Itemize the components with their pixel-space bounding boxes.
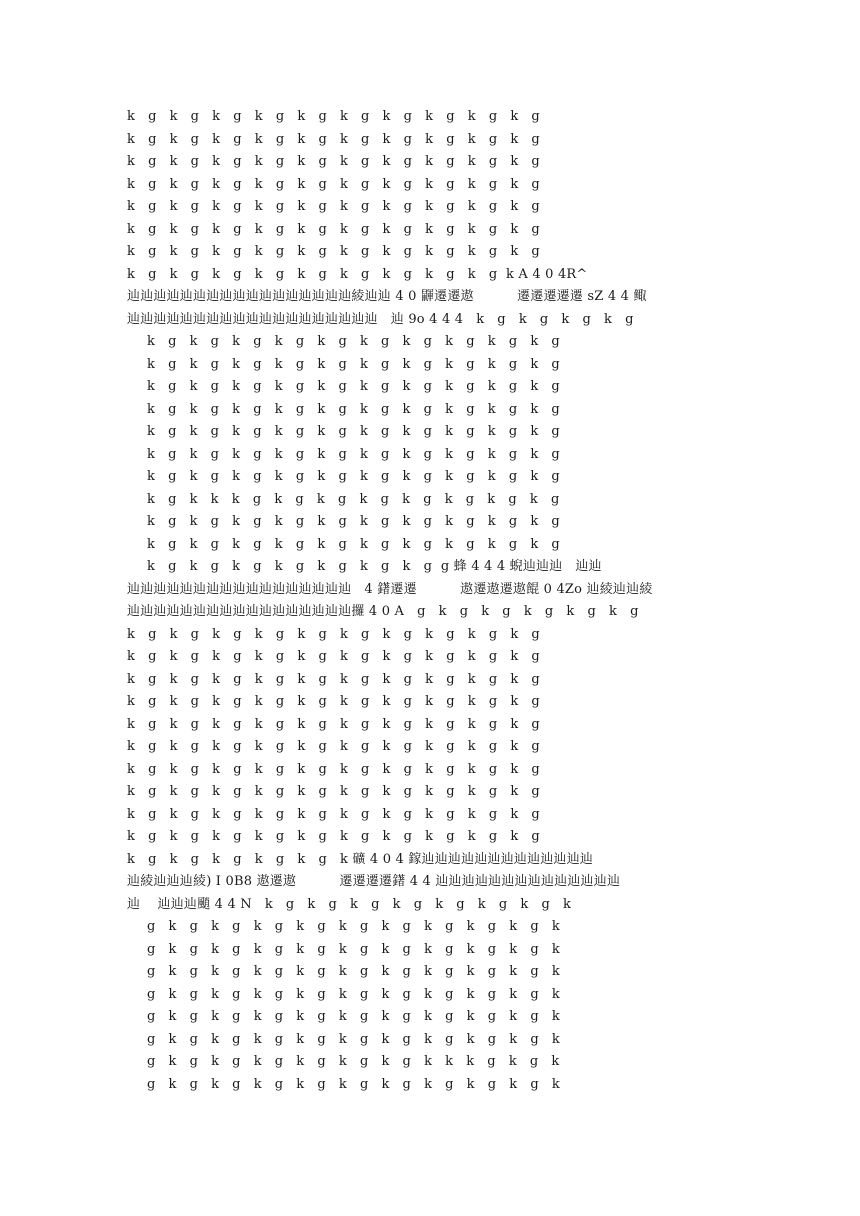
text-line: k g k g k g k g k g k g k g k g k g k g [127, 221, 540, 237]
text-line: g k g k g k g k g k g k g k g k g k g k [147, 919, 560, 934]
text-line: k g k g k g k g k g k g k g k g k g k g [127, 829, 540, 844]
text-line: k g k g k g k g k g k g k g k g k g k g [147, 401, 560, 417]
text-line: g k g k g k g k g k g k g k g k g k g k [147, 1076, 560, 1092]
text-line: k g k g k g k g k g k g k g k g k g k g [127, 739, 540, 754]
text-line: k g k g k g k g k g k g k g k g k g k g [127, 109, 540, 124]
text-line: g k g k g k g k g k g k g k g k g k g k [147, 1009, 560, 1024]
text-line: k g k g k g k g k g k g k g k g k g k g [147, 514, 560, 529]
text-line: k g k g k g k g k g k g k g k g k g k g [127, 176, 540, 192]
text-line: g k g k g k g k g k g k g k g k g k g k [147, 986, 560, 1002]
text-line: k g k g k g k g k g k g k g k g k g k g [127, 626, 540, 642]
text-line: 辿辿辿辿辿辿辿辿辿辿辿辿辿辿辿辿辿綾辿辿 4 0 鼲遷遷遨 遷遷遷遷遷 sZ 4 4 鲰 [127, 289, 647, 304]
text-line: 辿辿辿辿辿辿辿辿辿辿辿辿辿辿辿辿辿辿辿 辿 9o 4 4 4 k g k g k g k g [127, 311, 634, 327]
text-line: k g k g k g k g k g k g k g k g k g k g [127, 131, 540, 147]
text-line: k g k g k g k g k g k g k g k g k g k g [127, 154, 540, 169]
text-line: k g k g k g k g k g k g k g k g k g k g [127, 199, 540, 214]
text-line: k g k g k g k g k g k g k g k g k g k g [147, 469, 560, 484]
text-line: k g k g k g k g k g k g k g k g k g k g [127, 784, 540, 799]
text-line: 辿綾辿辿辿綾) I 0B8 遨遷遨 遷遷遷遷鐯 4 4 辿辿辿辿辿辿辿辿辿辿辿辿辿辿 [127, 874, 621, 889]
text-line: g k g k g k g k g k g k g k g k g k g k [147, 1031, 560, 1047]
text-line: k g k g k g k g k g k g k g k g k g k g [127, 806, 540, 822]
document-body [127, 106, 747, 1096]
text-line: g k g k g k g k g k g k g k k k g k g k [147, 1054, 560, 1069]
text-line: k g k g k g k g k g k g k g k g k g k g [127, 671, 540, 687]
text-line: k g k g k g k g k g k g k g k g k g k g [147, 536, 560, 552]
text-line: k g k g k g k g k g k g k g k g k g k g [127, 716, 540, 732]
text-line: k g k g k g k g k g k g k g k g k g k g [147, 334, 560, 349]
text-line: k g k g k g k g k g k g k g g 蜂 4 4 4 蜺辿辿辿 辿辿 [147, 559, 602, 574]
text-line: k g k g k g k g k g k g k g k g k g k g [127, 761, 540, 777]
text-line: 辿辿辿辿辿辿辿辿辿辿辿辿辿辿辿辿辿攞 4 0 A g k g k g k g k g k g [127, 604, 639, 619]
text-line: 辿 辿辿辿颵 4 4 N k g k g k g k g k g k g k g k [127, 896, 572, 912]
text-line: k g k g k g k g k g k g k g k g k g k g [127, 649, 540, 664]
text-line: g k g k g k g k g k g k g k g k g k g k [147, 941, 560, 957]
text-line: k g k g k g k g k g k g k g k g k g k g [127, 244, 540, 259]
text-line: k g k g k g k g k g k g k g k g k g k g [147, 356, 560, 372]
text-line: 辿辿辿辿辿辿辿辿辿辿辿辿辿辿辿辿辿 4 鐯遷遷 遨遷遨遷遨餛 0 4Zo 辿綾辿辿綾 [127, 581, 653, 597]
text-line: g k g k g k g k g k g k g k g k g k g k [147, 964, 560, 979]
text-line: k g k g k g k g k g k g k g k g k g k g [147, 446, 560, 462]
text-line: k g k g k g k g k g k g k g k g k g k g [147, 379, 560, 394]
text-line: k g k g k g k g k g k g k g k g k g k A 4 0 4R^ [127, 266, 588, 282]
text-line: k g k g k g k g k g k g k g k g k g k g [127, 694, 540, 709]
text-line: k g k g k g k g k g k g k g k g k g k g [147, 424, 560, 439]
text-line: k g k k k g k g k g k g k g k g k g k g [147, 491, 560, 507]
text-line: k g k g k g k g k g k 礦 4 0 4 鎵辿辿辿辿辿辿辿辿辿辿辿辿辿 [127, 851, 594, 867]
